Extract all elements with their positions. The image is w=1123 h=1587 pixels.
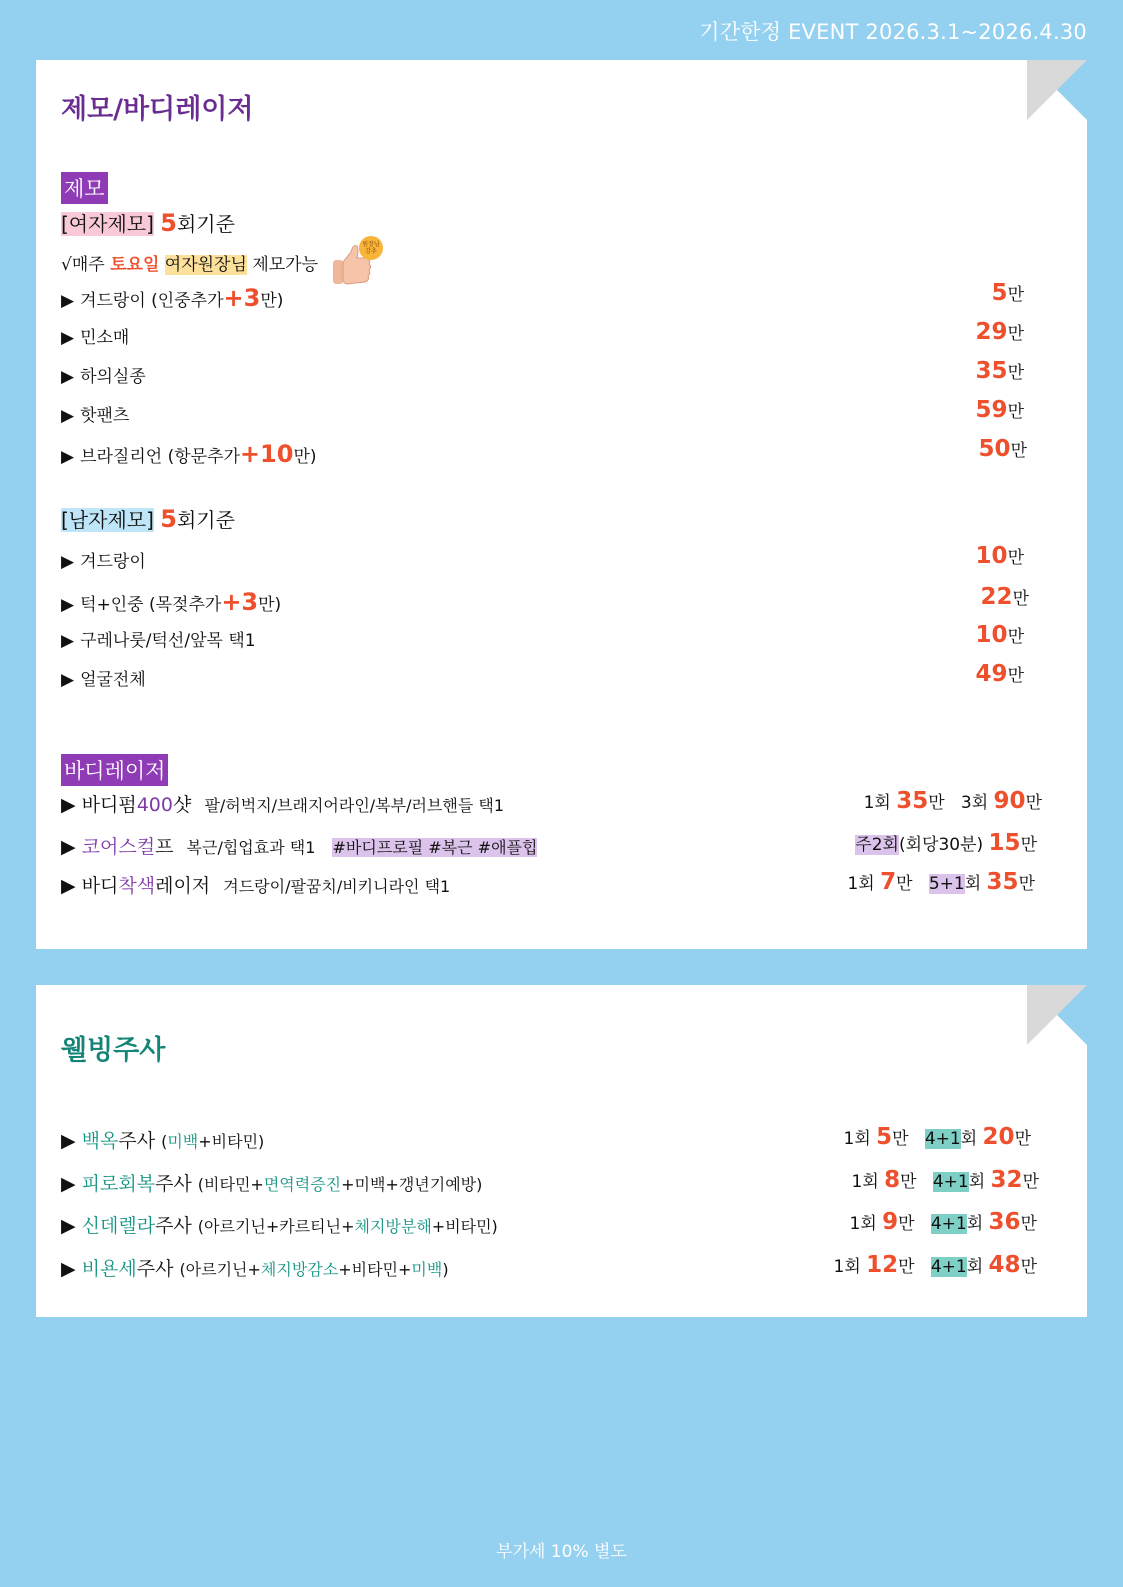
body-row-2: ▶ 코어스컬프 복근/힙업효과 택1 #바디프로필 #복근 #애플힙 (61, 836, 538, 858)
injection-price: 1회 9만 4+1회 36만 (849, 1209, 1037, 1235)
women-item: ▶ 브라질리언 (항문추가+10만) (61, 440, 317, 468)
women-item: ▶ 하의실종 (61, 367, 146, 387)
price-value: 50 (978, 436, 1011, 462)
injection-price: 1회 5만 4+1회 20만 (843, 1124, 1031, 1150)
injection-row: ▶ 피로회복주사 (비타민+면역력증진+미백+갱년기예방) (61, 1173, 483, 1195)
men-item: ▶ 턱+인중 (목젖추가+3만) (61, 588, 282, 616)
note-suffix: 제모가능 (252, 255, 319, 275)
price-single: 5 (876, 1124, 893, 1150)
injection-price: 1회 12만 4+1회 48만 (833, 1252, 1037, 1278)
women-count: 5 (160, 209, 177, 237)
price-package: 20 (982, 1124, 1015, 1150)
item-name: 핫팬츠 (80, 406, 130, 426)
vat-note: 부가세 10% 별도 (496, 1542, 627, 1562)
injection-row: ▶ 비욘세주사 (아르기닌+체지방감소+비타민+미백) (61, 1258, 449, 1280)
card-title: 제모/바디레이저 (61, 94, 254, 125)
injection-desc: (아르기닌+카르티닌+체지방분해+비타민) (197, 1217, 498, 1236)
women-count-suffix: 회기준 (176, 212, 235, 236)
note-doctor: 여자원장님 (164, 255, 247, 275)
price-value: 59 (975, 397, 1008, 423)
women-price (979, 436, 1027, 462)
men-price (976, 661, 1024, 687)
injection-row: ▶ 백옥주사 (미백+비타민) (61, 1130, 265, 1152)
men-item: ▶ 구레나룻/턱선/앞목 택1 (61, 631, 256, 651)
price-single: 12 (866, 1252, 899, 1278)
sticker-text: 원장님 (362, 241, 380, 248)
injection-name: 주사 (155, 1173, 192, 1195)
item-extra: +3 (223, 284, 261, 312)
item-name: 구레나룻/턱선/앞목 택1 (80, 631, 256, 651)
item-tail: 만) (293, 447, 317, 467)
svg-text:강추: 강추 (365, 248, 377, 255)
injection-name-highlight: 백옥 (81, 1130, 119, 1152)
body-row-1: ▶ 바디펌400샷 팔/허벅지/브래지어라인/복부/러브핸들 택1 (61, 794, 505, 816)
injection-name: 주사 (118, 1130, 156, 1152)
thumbs-up-sticker (329, 236, 385, 290)
section-tag-body-laser: 바디레이저 (61, 754, 168, 786)
hashtags: #바디프로필 #복근 #애플힙 (332, 838, 538, 857)
price-value: 29 (975, 319, 1008, 345)
wellbeing-injection-card (36, 985, 1087, 1317)
injection-name-highlight: 신데렐라 (81, 1215, 156, 1237)
item-name: 민소매 (80, 328, 130, 348)
price-package: 32 (990, 1167, 1023, 1193)
package-label: 4+1 (930, 1214, 967, 1234)
injection-name-highlight: 비욘세 (81, 1258, 137, 1280)
price-value: 10 (975, 622, 1008, 648)
price-unit: 만 (1007, 548, 1024, 568)
body-row-3: ▶ 바디착색레이저 겨드랑이/팔꿈치/비키니라인 택1 (61, 875, 451, 897)
item-name: 브라질리언 (항문추가 (80, 447, 240, 467)
price-package: 36 (988, 1209, 1021, 1235)
women-group-heading (61, 208, 235, 237)
package-label: 4+1 (924, 1129, 961, 1149)
price-unit: 만 (1007, 666, 1024, 686)
women-item: ▶ 겨드랑이 (인중추가+3만) (61, 284, 284, 312)
item-extra: +3 (221, 588, 259, 616)
men-price (976, 622, 1024, 648)
men-price (981, 584, 1029, 610)
package-label: 4+1 (930, 1257, 967, 1277)
price-unit: 만 (1007, 363, 1024, 383)
saturday-note (61, 250, 318, 275)
item-name: 겨드랑이 (80, 552, 146, 572)
card-title: 웰빙주사 (61, 1035, 166, 1066)
note-prefix: √매주 (61, 255, 105, 275)
price-unit: 만 (1012, 589, 1029, 609)
price-unit: 만 (1007, 324, 1024, 344)
men-item: ▶ 겨드랑이 (61, 552, 146, 572)
item-tail: 만) (260, 291, 284, 311)
women-price (992, 280, 1024, 306)
women-item: ▶ 핫팬츠 (61, 406, 130, 426)
price-value: 10 (975, 543, 1008, 569)
price-value: 35 (975, 358, 1008, 384)
item-name: 얼굴전체 (80, 670, 146, 690)
event-period: 기간한정 EVENT 2026.3.1~2026.4.30 (699, 20, 1087, 44)
body-price-1: 1회 35만 3회 90만 (863, 788, 1042, 814)
item-extra: +10 (239, 440, 294, 468)
injection-price: 1회 8만 4+1회 32만 (851, 1167, 1039, 1193)
item-tail: 만) (258, 595, 282, 615)
page-corner-fold (1027, 60, 1087, 120)
men-group-heading (61, 504, 235, 533)
injection-name: 주사 (136, 1258, 174, 1280)
injection-row: ▶ 신데렐라주사 (아르기닌+카르티닌+체지방분해+비타민) (61, 1215, 498, 1237)
price-value: 49 (975, 661, 1008, 687)
women-price (976, 358, 1024, 384)
women-item: ▶ 민소매 (61, 328, 130, 348)
injection-name-highlight: 피로회복 (81, 1173, 156, 1195)
injection-desc: (비타민+면역력증진+미백+갱년기예방) (197, 1175, 483, 1194)
price-unit: 만 (1007, 285, 1024, 305)
price-unit: 만 (1010, 441, 1027, 461)
item-name: 겨드랑이 (인중추가 (80, 291, 224, 311)
women-price (976, 319, 1024, 345)
price-value: 22 (980, 584, 1013, 610)
item-name: 하의실종 (80, 367, 146, 387)
women-price (976, 397, 1024, 423)
injection-desc: (아르기닌+체지방감소+비타민+미백) (179, 1260, 449, 1279)
men-label: [남자제모] (61, 508, 154, 532)
price-unit: 만 (1007, 627, 1024, 647)
price-single: 8 (884, 1167, 901, 1193)
price-unit: 만 (1007, 402, 1024, 422)
item-name: 턱+인중 (목젖추가 (80, 595, 222, 615)
men-count-suffix: 회기준 (176, 508, 235, 532)
price-value: 5 (991, 280, 1008, 306)
body-price-3: 1회 7만 5+1회 35만 (847, 869, 1035, 895)
package-label: 4+1 (932, 1172, 969, 1192)
men-count: 5 (160, 505, 177, 533)
price-package: 48 (988, 1252, 1021, 1278)
body-price-2: 주2회(회당30분) 15만 (855, 830, 1037, 856)
injection-name: 주사 (155, 1215, 192, 1237)
hair-body-laser-card (36, 60, 1087, 949)
men-price (976, 543, 1024, 569)
price-single: 9 (882, 1209, 899, 1235)
men-item: ▶ 얼굴전체 (61, 670, 146, 690)
women-label: [여자제모] (61, 212, 154, 236)
note-day: 토요일 (110, 255, 160, 275)
page-corner-fold (1027, 985, 1087, 1045)
section-tag-hair-removal: 제모 (61, 172, 108, 204)
injection-desc: (미백+비타민) (161, 1132, 265, 1151)
